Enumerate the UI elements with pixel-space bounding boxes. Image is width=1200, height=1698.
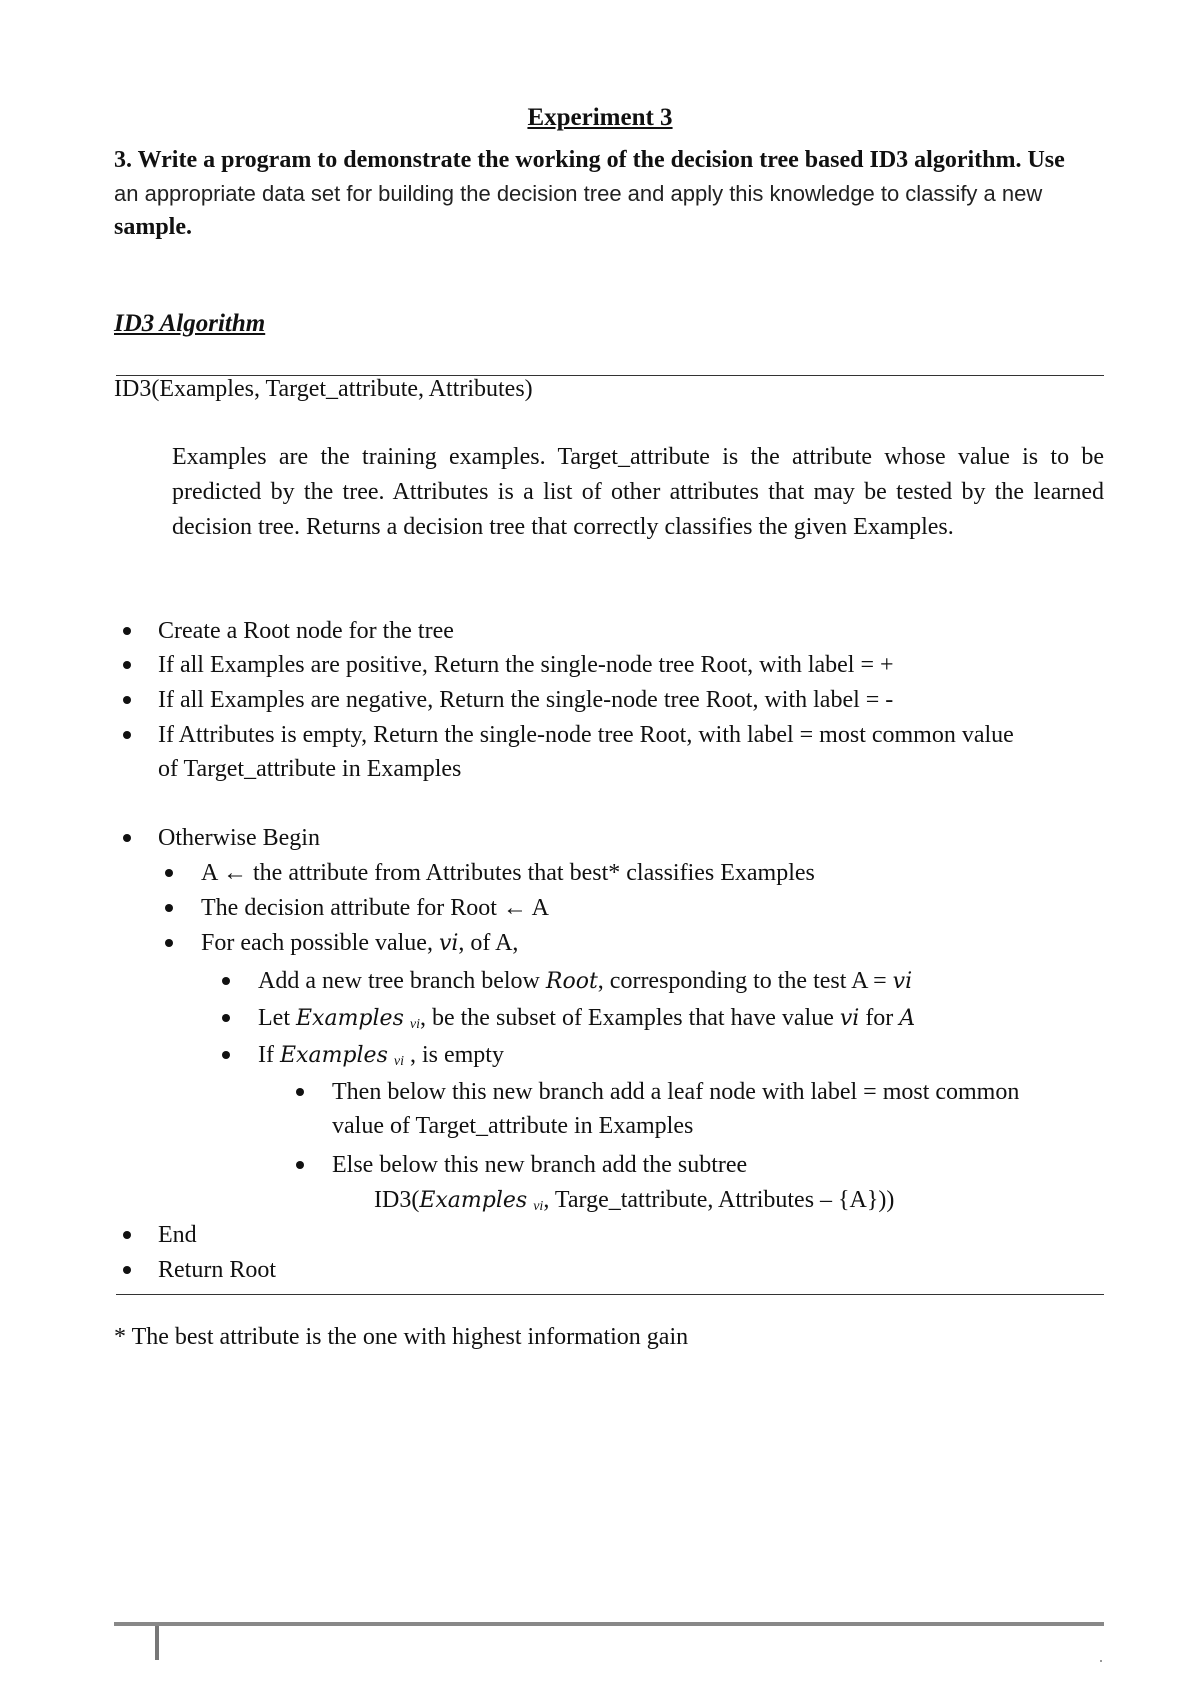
- step-choose-attribute: A ← the attribute from Attributes that best* classifies Examples: [201, 860, 815, 886]
- step-add-branch-vi: vi: [892, 969, 913, 994]
- step-leaf-node-line2: value of Target_attribute in Examples: [332, 1113, 694, 1139]
- step-for-each-pre: For each possible value,: [201, 930, 439, 956]
- step-for-each-post: , of A,: [458, 930, 519, 956]
- bullet-icon: [222, 977, 230, 985]
- bullet-icon: [123, 661, 131, 669]
- step-add-branch-root: Root: [545, 969, 598, 994]
- step-leaf-node-line1: Then below this new branch add a leaf node with label = most common: [332, 1079, 1020, 1105]
- footer-tick: [155, 1626, 159, 1660]
- step-for-each-value: [201, 926, 518, 961]
- step-add-branch-pre: Add a new tree branch below: [258, 968, 546, 994]
- step-if-empty: [258, 1038, 504, 1079]
- step-if-post: , is empty: [403, 1042, 504, 1068]
- step-add-branch: [258, 964, 912, 999]
- bottom-divider: [116, 1294, 1104, 1295]
- step-for-each-vi: vi: [438, 931, 459, 956]
- bullet-icon: [222, 1014, 230, 1022]
- bullet-icon: [123, 627, 131, 635]
- section-heading: ID3 Algorithm: [114, 310, 266, 337]
- question-text: [114, 144, 1104, 244]
- step-all-negative: If all Examples are negative, Return the single-node tree Root, with label = -: [158, 687, 894, 713]
- step-let-mid: , be the subset of Examples that have value: [419, 1005, 840, 1031]
- step-recursive-examples: Examples: [419, 1188, 528, 1213]
- step-if-sub: vi: [393, 1054, 404, 1069]
- footnote: * The best attribute is the one with highest information gain: [114, 1324, 689, 1350]
- bullet-icon: [123, 834, 131, 842]
- bullet-icon: [123, 1266, 131, 1274]
- question-part2: an appropriate data set for building the decision tree and apply this knowledge to classify a new: [114, 181, 1043, 206]
- step-if-pre: If: [258, 1042, 280, 1068]
- step-attributes-empty-line2: of Target_attribute in Examples: [158, 756, 462, 782]
- step-end: End: [158, 1222, 197, 1248]
- bullet-icon: [123, 1231, 131, 1239]
- step-decision-attribute: The decision attribute for Root ← A: [201, 895, 549, 921]
- footer-mark: [1100, 1660, 1102, 1662]
- bullet-icon: [123, 731, 131, 739]
- step-else-subtree: Else below this new branch add the subtree: [332, 1152, 748, 1178]
- bullet-icon: [222, 1051, 230, 1059]
- step-add-branch-mid: , corresponding to the test A =: [597, 968, 893, 994]
- step-leaf-node: [332, 1075, 1104, 1143]
- step-all-positive: If all Examples are positive, Return the single-node tree Root, with label = +: [158, 652, 894, 678]
- question-part1: 3. Write a program to demonstrate the working of the decision tree based ID3 algorithm. Use: [114, 147, 1065, 173]
- step-recursive-sub: vi: [533, 1199, 544, 1214]
- step-attributes-empty: [158, 718, 1104, 786]
- step-attributes-empty-line1: If Attributes is empty, Return the single-node tree Root, with label = most common value: [158, 722, 1014, 748]
- bullet-icon: [165, 904, 173, 912]
- algorithm-description: Examples are the training examples. Target_attribute is the attribute whose value is to be predicted by the tree. Attributes is a list of other attributes that may be tested by the learned decision tree. Returns a decision tree that correctly classifies the given Examples.: [172, 444, 1104, 540]
- step-let-vi: vi: [839, 1006, 860, 1031]
- step-return-root: Return Root: [158, 1257, 276, 1283]
- step-recursive-post: , Targe_tattribute, Attributes – {A})): [543, 1187, 895, 1213]
- step-let-sub: vi: [409, 1017, 420, 1032]
- bullet-icon: [165, 939, 173, 947]
- algorithm-signature: ID3(Examples, Target_attribute, Attributes): [114, 376, 533, 402]
- page-title: Experiment 3: [527, 104, 673, 131]
- step-let-for: for: [859, 1005, 900, 1031]
- footer-rule: [114, 1622, 1104, 1626]
- step-create-root: Create a Root node for the tree: [158, 618, 454, 644]
- step-recursive-pre: ID3(: [374, 1187, 420, 1213]
- step-let-pre: Let: [258, 1005, 296, 1031]
- bullet-icon: [165, 869, 173, 877]
- bullet-icon: [123, 696, 131, 704]
- step-recursive-call: [374, 1183, 894, 1224]
- step-if-examples-var: Examples: [279, 1043, 388, 1068]
- bullet-icon: [296, 1161, 304, 1169]
- step-otherwise-begin: Otherwise Begin: [158, 825, 320, 851]
- step-let-examples-var: Examples: [295, 1006, 404, 1031]
- step-let-a: A: [899, 1006, 916, 1031]
- step-let-examples: [258, 1001, 915, 1042]
- question-part3: sample.: [114, 214, 192, 240]
- bullet-icon: [296, 1088, 304, 1096]
